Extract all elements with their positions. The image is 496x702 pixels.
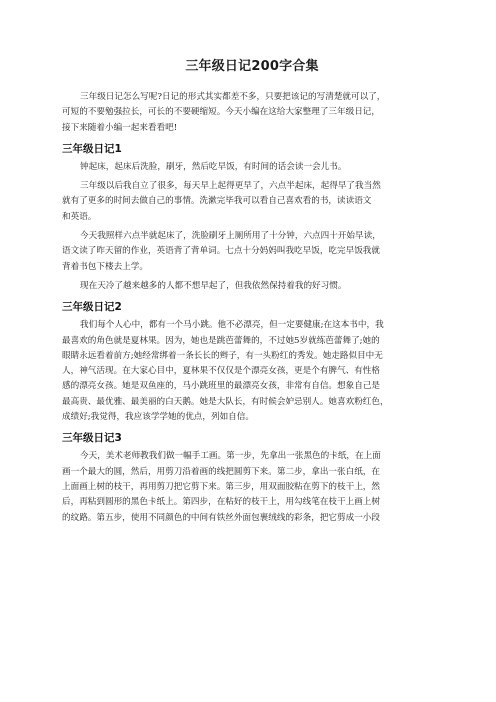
document-title: 三年级日记200字合集 [185,59,319,74]
intro-paragraph [62,90,442,136]
section-paragraph [62,318,442,425]
paragraph-line: 感的漂亮女孩。她是双鱼座的，马小跳班里的最漂亮女孩，非常有自信。想象自己是 [62,381,380,392]
intro-line: 三年级日记怎么写呢?日记的形式其实都差不多，只要把该记的写清楚就可以了， [80,92,386,102]
paragraph-line: 最高贵、最优雅、最美丽的白天鹅。她是大队长，有时候会妒忌别人。她喜欢粉红色， [62,396,389,407]
paragraph-line: 上面画上树的枝干，再用剪刀把它剪下来。第三步，用双面胶粘在剪下的枝干上，然 [62,481,380,492]
paragraph-line: 人，神气活现。在大家心目中，夏林果不仅仅是个漂亮女孩，更是个有脾气、有性格 [62,366,380,377]
paragraph-line: 眼睛永远看着前方;她经常绑着一条长长的辫子，有一头粉红的秀发。她走路似目中无 [62,350,383,361]
paragraph-line: 我们每个人心中，都有一个马小跳。他不必漂亮，但一定要健康;在这本书中，我 [80,320,384,331]
paragraph-line: 今天，美术老师教我们做一幅手工画。第一步，先拿出一张黑色的卡纸，在上面 [80,451,381,462]
paragraph-line: 背着书包下楼去上学。 [62,261,148,272]
intro-line: 接下来随着小编一起来看看吧! [62,122,178,133]
section-heading: 三年级日记1 [62,142,122,155]
section-heading: 三年级日记2 [62,301,122,314]
intro-line: 可短的不要勉强拉长，可长的不要硬缩短。今天小编在这给大家整理了三年级日记， [62,107,380,118]
paragraph-line: 就有了更多的时间去做自己的事情。洗漱完毕我可以看自己喜欢看的书，读读语文 [62,196,372,207]
section-paragraph [62,179,442,225]
section-paragraph [62,229,442,275]
paragraph-line: 三年级以后我自立了很多，每天早上起得更早了，六点半起床，起得早了我当然 [80,181,381,192]
section-paragraph [62,160,442,175]
section-paragraph [62,279,442,294]
paragraph-line: 画一个最大的圆，然后，用剪刀沿着画的线把圆剪下来。第二步，拿出一张白纸，在 [62,466,380,477]
section-heading: 三年级日记3 [62,432,122,445]
paragraph-line: 今天我照样六点半就起床了，洗脸刷牙上厕所用了十分钟，六点四十开始早读， [80,231,381,242]
paragraph-line: 现在天冷了越来越多的人都不想早起了，但我依然保持着我的好习惯。 [80,280,347,291]
paragraph-line: 语文读了昨天留的作业，英语背了背单词。七点十分妈妈叫我吃早饭，吃完早饭我就 [62,246,380,257]
paragraph-line: 的纹路。第五步，使用不同颜色的中间有铁丝外面包裹绒线的彩条，把它剪成一小段 [62,512,380,523]
section-paragraph [62,449,442,525]
paragraph-line: 后，再粘到圆形的黑色卡纸上。第四步，在粘好的枝干上，用勾线笔在枝干上画上树 [62,497,380,508]
paragraph-line: 成绩好;我觉得，我应该学学她的优点，列如自信。 [62,412,254,423]
paragraph-line: 最喜欢的角色就是夏林果。因为，她也是跳芭蕾舞的，不过她5岁就练芭蕾舞了;她的 [62,335,380,346]
paragraph-line: 钟起床，起床后洗脸，刷牙，然后吃早饭，有时间的话会读一会儿书。 [80,161,347,172]
paragraph-line: 和英语。 [62,211,97,222]
